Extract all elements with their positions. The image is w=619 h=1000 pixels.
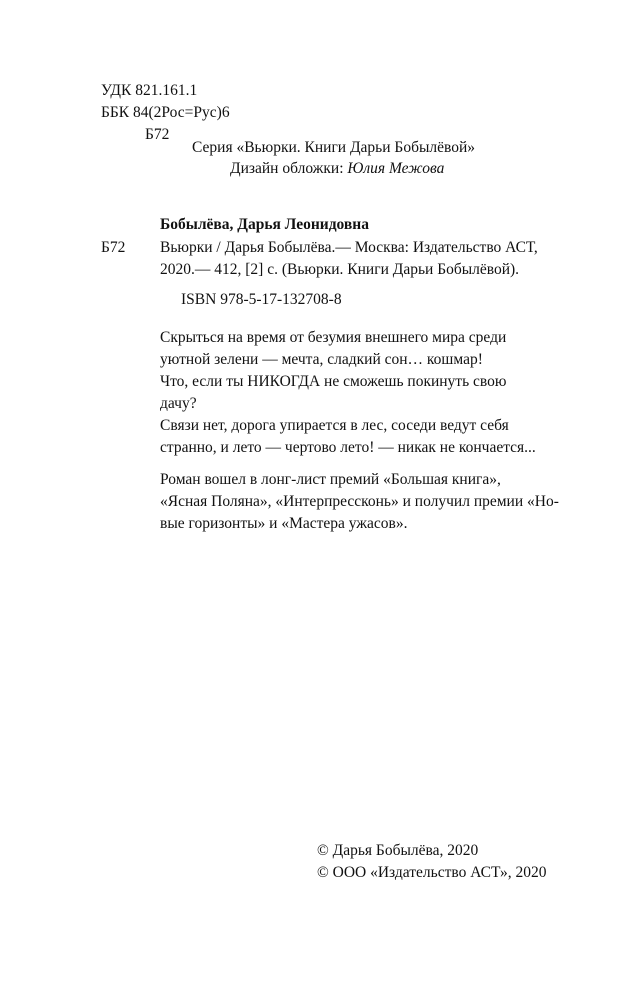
- isbn: ISBN 978-5-17-132708-8: [181, 291, 342, 308]
- annotation-p1-line-2: уютной зелени — мечта, сладкий сон… кошмар!: [160, 351, 483, 368]
- annotation-p1-line-1: Скрыться на время от безумия внешнего мира среди: [160, 329, 507, 346]
- cover-design-label: Дизайн обложки:: [230, 160, 344, 177]
- description-line-2: 2020.— 412, [2] с. (Вьюрки. Книги Дарьи Бобылёвой).: [160, 261, 520, 278]
- copyright-author: © Дарья Бобылёва, 2020: [317, 842, 479, 859]
- awards-line-3: вые горизонты» и «Мастера ужасов».: [160, 515, 408, 532]
- cover-design-credit: [230, 158, 444, 180]
- annotation-p2-line-1: Что, если ты НИКОГДА не сможешь покинуть свою: [160, 373, 507, 390]
- annotation-p2-line-2: дачу?: [160, 395, 197, 412]
- annotation-p3-line-2: странно, и лето — чертово лето! — никак не кончается...: [160, 439, 536, 456]
- series-line: Серия «Вьюрки. Книги Дарьи Бобылёвой»: [192, 139, 475, 156]
- side-author-mark: Б72: [101, 239, 126, 256]
- author-mark: Б72: [145, 126, 170, 143]
- copyright-publisher: © ООО «Издательство АСТ», 2020: [317, 864, 547, 881]
- bbk-code: ББК 84(2Рос=Рус)6: [101, 104, 230, 121]
- awards-line-1: Роман вошел в лонг-лист премий «Большая книга»,: [160, 471, 501, 488]
- author-heading: Бобылёва, Дарья Леонидовна: [160, 216, 369, 233]
- cover-designer-name: Юлия Межова: [347, 160, 445, 177]
- udk-code: УДК 821.161.1: [101, 82, 198, 99]
- description-line-1: Вьюрки / Дарья Бобылёва.— Москва: Издательство АСТ,: [160, 239, 538, 256]
- awards-line-2: «Ясная Поляна», «Интерпрессконь» и получил премии «Но-: [160, 493, 559, 510]
- annotation-p3-line-1: Связи нет, дорога упирается в лес, соседи ведут себя: [160, 417, 509, 434]
